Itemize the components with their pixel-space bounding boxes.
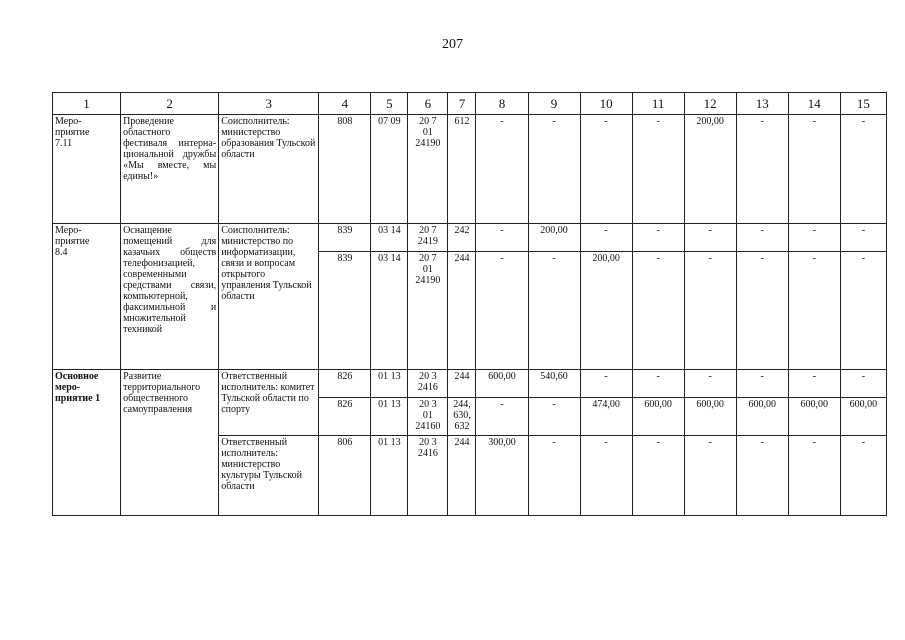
value-cell: - (632, 370, 684, 398)
value-cell: - (788, 370, 840, 398)
code-cell: 612 (448, 115, 476, 224)
value-cell: - (840, 370, 886, 398)
value-cell: 200,00 (528, 224, 580, 252)
header-cell: 11 (632, 93, 684, 115)
code-cell: 20 3 01 24160 (408, 398, 448, 436)
value-cell: - (476, 224, 528, 252)
code-cell: 244 (448, 252, 476, 370)
budget-table (52, 92, 887, 516)
value-cell: - (736, 115, 788, 224)
value-cell: - (684, 252, 736, 370)
code-cell: 03 14 (371, 252, 408, 370)
code-cell: 01 13 (371, 436, 408, 516)
value-cell: - (788, 115, 840, 224)
event-cell: Меро- приятие 7.11 (53, 115, 121, 224)
value-cell: - (580, 436, 632, 516)
value-cell: - (632, 224, 684, 252)
value-cell: - (840, 224, 886, 252)
code-cell: 01 13 (371, 370, 408, 398)
header-cell: 4 (319, 93, 371, 115)
value-cell: 540,60 (528, 370, 580, 398)
value-cell: - (476, 115, 528, 224)
value-cell: - (476, 398, 528, 436)
code-cell: 826 (319, 398, 371, 436)
value-cell: 200,00 (684, 115, 736, 224)
value-cell: - (840, 436, 886, 516)
value-cell: - (580, 370, 632, 398)
table-row (53, 115, 887, 224)
value-cell: 600,00 (476, 370, 528, 398)
value-cell: - (736, 224, 788, 252)
value-cell: 600,00 (632, 398, 684, 436)
event-cell: Основное меро- приятие 1 (53, 370, 121, 516)
executor-cell: Ответственный исполнитель: комитет Тульской области по спорту (219, 370, 319, 436)
code-cell: 20 7 2419 (408, 224, 448, 252)
value-cell: - (528, 252, 580, 370)
value-cell: - (736, 436, 788, 516)
value-cell: - (528, 436, 580, 516)
value-cell: 600,00 (788, 398, 840, 436)
event-cell: Меро- приятие 8.4 (53, 224, 121, 370)
value-cell: - (580, 224, 632, 252)
header-cell: 8 (476, 93, 528, 115)
header-cell: 1 (53, 93, 121, 115)
header-cell: 13 (736, 93, 788, 115)
header-cell: 10 (580, 93, 632, 115)
header-cell: 2 (121, 93, 219, 115)
value-cell: - (840, 115, 886, 224)
header-cell: 12 (684, 93, 736, 115)
event-name-cell: Проведение областного фестиваля интерна- циональной дружбы «Мы вместе, мы едины!» (121, 115, 219, 224)
value-cell: 600,00 (840, 398, 886, 436)
code-cell: 20 3 2416 (408, 370, 448, 398)
table-row (53, 370, 887, 398)
value-cell: - (476, 252, 528, 370)
value-cell: - (528, 115, 580, 224)
header-cell: 3 (219, 93, 319, 115)
header-cell: 6 (408, 93, 448, 115)
page-number: 207 (442, 37, 463, 52)
value-cell: - (840, 252, 886, 370)
code-cell: 20 3 2416 (408, 436, 448, 516)
value-cell: - (632, 436, 684, 516)
header-cell: 9 (528, 93, 580, 115)
value-cell: 474,00 (580, 398, 632, 436)
code-cell: 244, 630, 632 (448, 398, 476, 436)
header-cell: 15 (840, 93, 886, 115)
code-cell: 826 (319, 370, 371, 398)
header-cell: 14 (788, 93, 840, 115)
code-cell: 03 14 (371, 224, 408, 252)
value-cell: 600,00 (736, 398, 788, 436)
header-cell: 7 (448, 93, 476, 115)
value-cell: - (632, 252, 684, 370)
executor-cell: Ответственный исполнитель: министерство культуры Тульской области (219, 436, 319, 516)
value-cell: - (684, 370, 736, 398)
value-cell: - (684, 436, 736, 516)
value-cell: - (528, 398, 580, 436)
event-name-cell: Оснащение помещений для казачьих обществ телефонизацией, современными средствами связи, компьютерной, факсимильной и множительной техникой (121, 224, 219, 370)
code-cell: 839 (319, 252, 371, 370)
code-cell: 20 7 01 24190 (408, 115, 448, 224)
code-cell: 806 (319, 436, 371, 516)
code-cell: 242 (448, 224, 476, 252)
table-row (53, 224, 887, 252)
code-cell: 07 09 (371, 115, 408, 224)
value-cell: 200,00 (580, 252, 632, 370)
value-cell: - (788, 224, 840, 252)
value-cell: 300,00 (476, 436, 528, 516)
executor-cell: Соисполнитель: министерство образования Тульской области (219, 115, 319, 224)
value-cell: - (684, 224, 736, 252)
code-cell: 808 (319, 115, 371, 224)
code-cell: 01 13 (371, 398, 408, 436)
code-cell: 20 7 01 24190 (408, 252, 448, 370)
value-cell: - (736, 252, 788, 370)
code-cell: 244 (448, 370, 476, 398)
header-cell: 5 (371, 93, 408, 115)
value-cell: 600,00 (684, 398, 736, 436)
value-cell: - (632, 115, 684, 224)
header-row (53, 93, 887, 115)
code-cell: 839 (319, 224, 371, 252)
code-cell: 244 (448, 436, 476, 516)
executor-cell: Соисполнитель: министерство по информатизации, связи и вопросам открытого управления Тульской области (219, 224, 319, 370)
value-cell: - (736, 370, 788, 398)
value-cell: - (580, 115, 632, 224)
event-name-cell: Развитие территориального общественного самоуправления (121, 370, 219, 516)
value-cell: - (788, 252, 840, 370)
value-cell: - (788, 436, 840, 516)
